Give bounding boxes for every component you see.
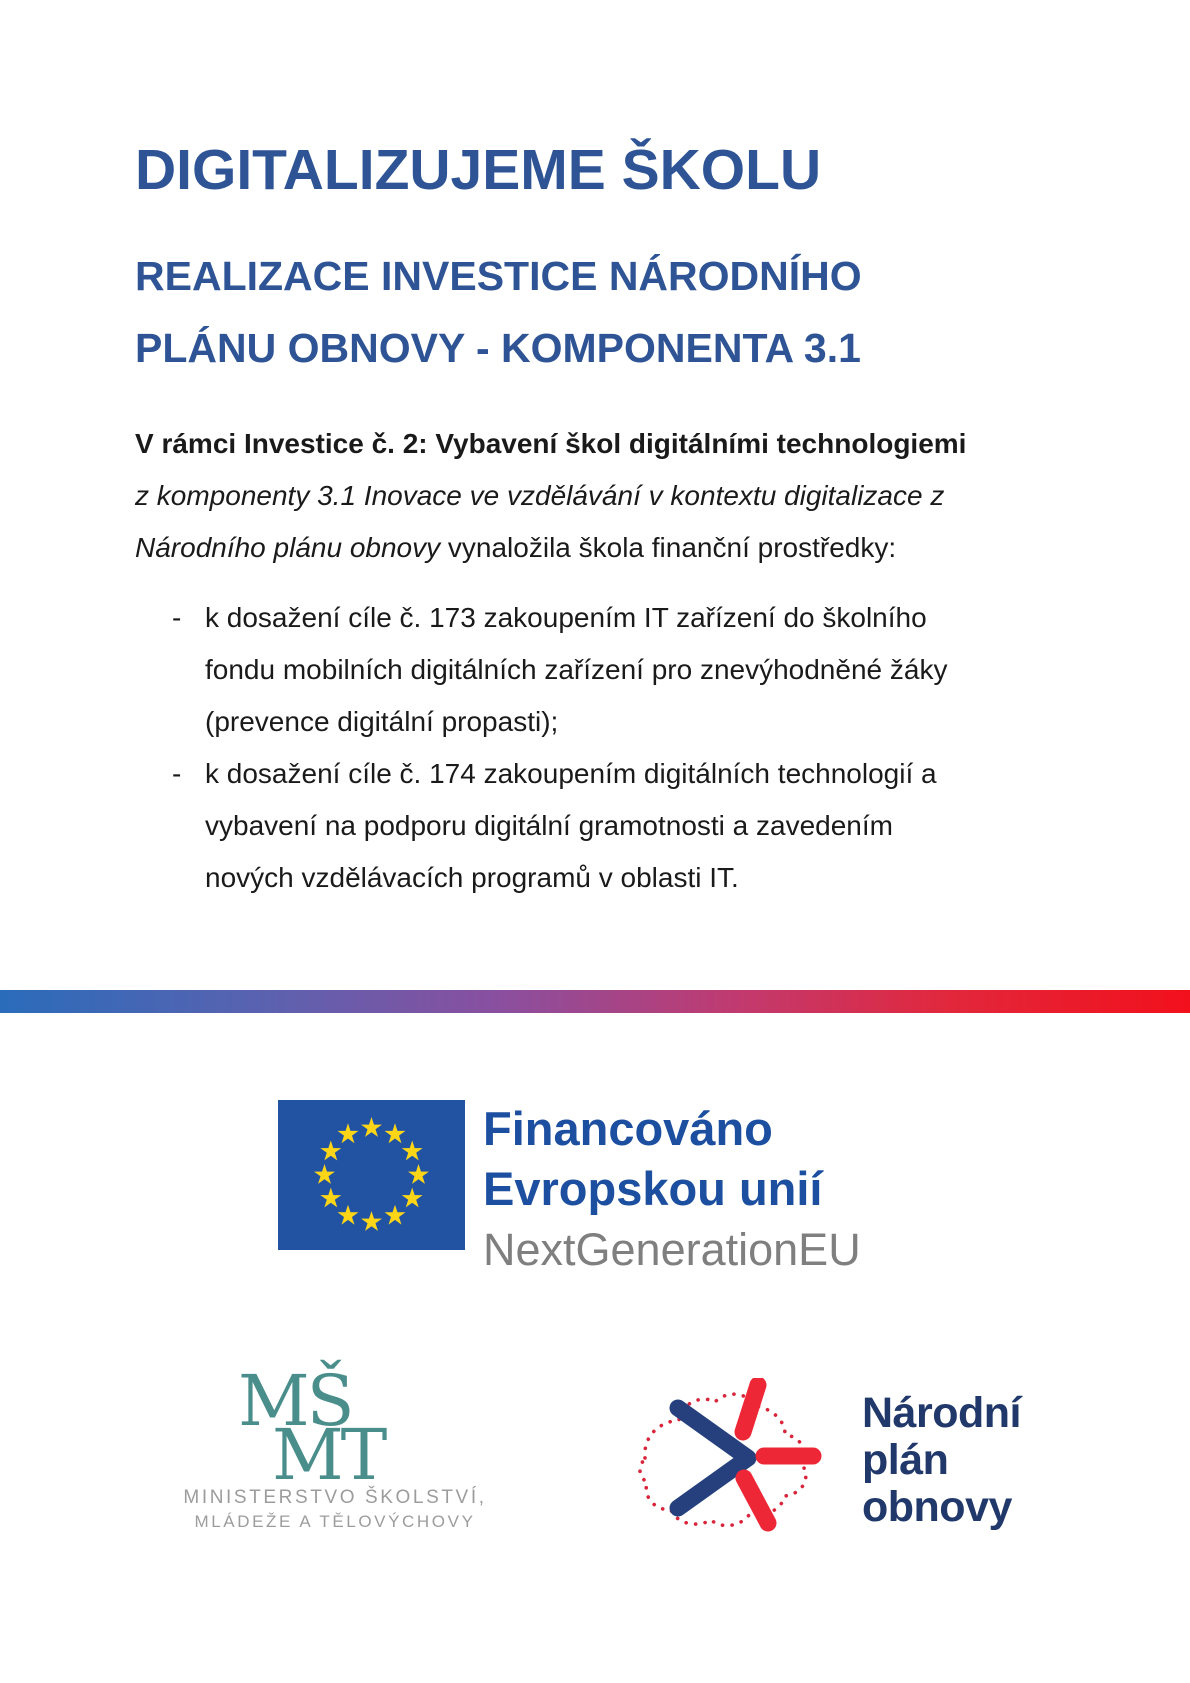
intro-paragraph — [135, 418, 1135, 574]
bullet-list — [172, 592, 1152, 904]
bullet-item — [172, 748, 1152, 904]
document-subtitle-line: PLÁNU OBNOVY - KOMPONENTA 3.1 — [135, 325, 861, 371]
document-subtitle-line: REALIZACE INVESTICE NÁRODNÍHO — [135, 253, 862, 299]
bullet-line: k dosažení cíle č. 173 zakoupením IT zařízení do školního — [205, 602, 927, 633]
document-subtitle — [135, 240, 1135, 384]
msmt-monogram-icon: MT — [272, 1414, 385, 1496]
intro-line-1: V rámci Investice č. 2: Vybavení škol digitálními technologiemi — [135, 428, 967, 459]
npo-wordmark-line: plán — [862, 1436, 949, 1484]
bullet-text — [205, 748, 937, 904]
eu-funding-line-2: Evropskou unií — [483, 1162, 823, 1215]
npo-wordmark-line: obnovy — [862, 1483, 1012, 1531]
intro-line-3-italic: Národního plánu obnovy — [135, 532, 441, 563]
bullet-line: vybavení na podporu digitální gramotnosti a zavedením — [205, 810, 893, 841]
bullet-line: (prevence digitální propasti); — [205, 706, 559, 737]
gradient-divider — [0, 990, 1190, 1013]
npo-wordmark-line: Národní — [862, 1389, 1021, 1437]
eu-flag-icon — [278, 1100, 465, 1250]
bullet-item — [172, 592, 1152, 748]
bullet-marker: - — [172, 758, 182, 789]
bullet-text — [205, 592, 947, 748]
bullet-line: k dosažení cíle č. 174 zakoupením digitálních technologií a — [205, 758, 937, 789]
msmt-caption-line: MINISTERSTVO ŠKOLSTVÍ, — [183, 1487, 487, 1508]
npo-wordmark — [862, 1390, 1021, 1531]
intro-line-2: z komponenty 3.1 Inovace ve vzdělávání v kontextu digitalizace z — [135, 480, 945, 511]
npo-logo-icon — [615, 1378, 855, 1538]
npo-red-stroke — [743, 1385, 758, 1432]
msmt-caption-line: MLÁDEŽE A TĚLOVÝCHOVY — [194, 1512, 476, 1531]
intro-line-3 — [135, 522, 1135, 574]
intro-line-3-regular: vynaložila škola finanční prostředky: — [440, 532, 897, 563]
bullet-line: nových vzdělávacích programů v oblasti IT. — [205, 862, 739, 893]
msmt-monogram-icon: MŠ — [238, 1360, 352, 1442]
bullet-line: fondu mobilních digitálních zařízení pro znevýhodněné žáky — [205, 654, 948, 685]
bullet-marker: - — [172, 602, 182, 633]
eu-funding-line-1: Financováno — [483, 1102, 773, 1155]
document-title: DIGITALIZUJEME ŠKOLU — [135, 138, 822, 202]
eu-nextgeneration-label: NextGenerationEU — [483, 1224, 861, 1275]
